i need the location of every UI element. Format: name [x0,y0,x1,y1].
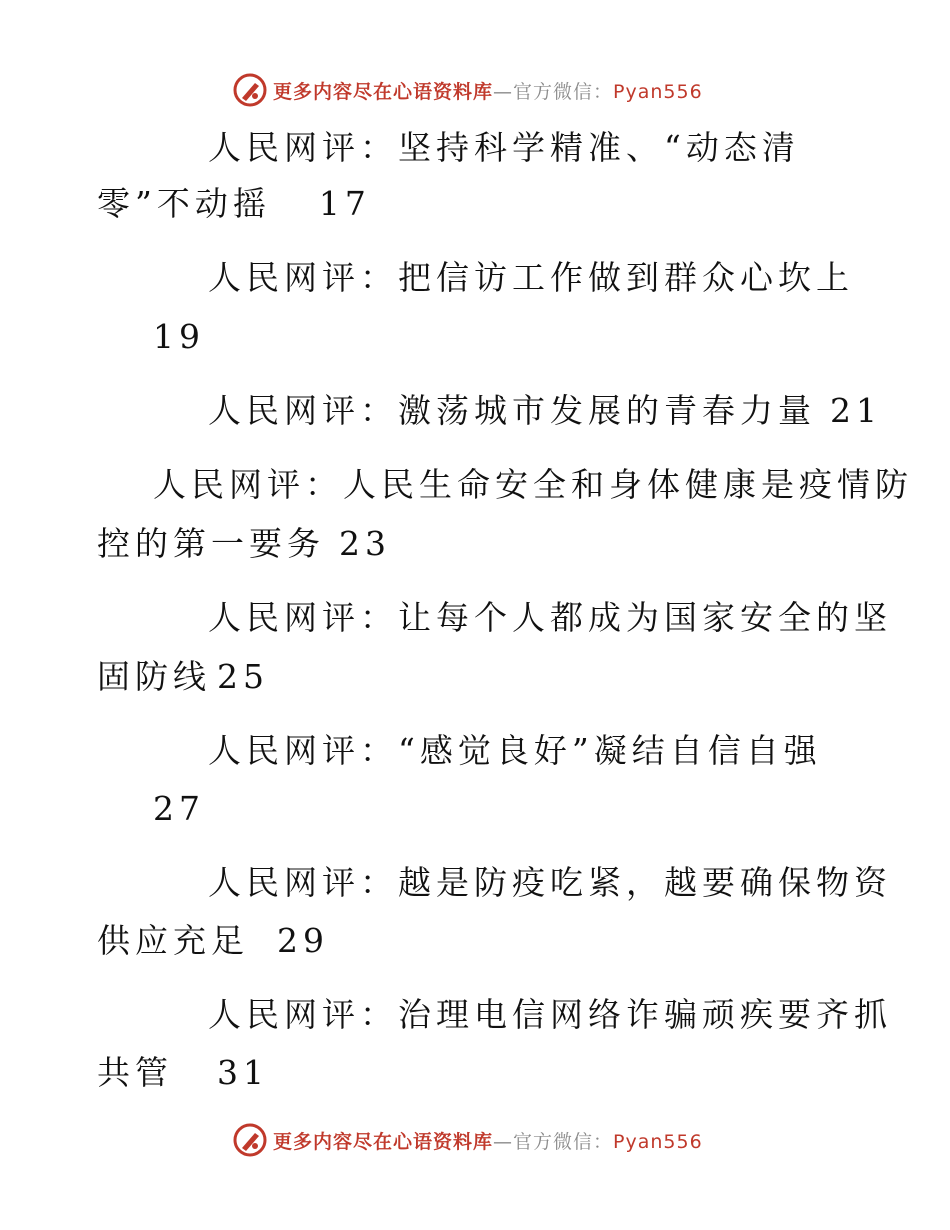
toc-entry-4-line2: 控的第一要务 23 [97,524,391,563]
toc-entry-6-line1: 人民网评：“感觉良好”凝结自信自强 [208,731,822,770]
toc-entry-2-line1: 人民网评：把信访工作做到群众心坎上 [208,258,854,297]
toc-entry-7-line2: 供应充足 29 [97,921,329,960]
toc-entry-5-line2: 固防线 25 [97,657,269,696]
toc-entry-3: 人民网评：激荡城市发展的青春力量 21 [208,391,882,430]
toc-entry-1-line1: 人民网评：坚持科学精准、“动态清 [208,128,800,167]
toc-entry-1-page: 17 [318,184,371,223]
toc-entry-7-line1: 人民网评：越是防疫吃紧，越要确保物资 [208,863,892,902]
toc-entry-2-page: 19 [153,317,205,356]
toc-entry-8-line1: 人民网评：治理电信网络诈骗顽疾要齐抓 [208,995,892,1034]
toc-entry-6-page: 27 [153,789,205,828]
pen-logo-icon [233,1123,267,1157]
toc-entry-8-page: 31 [217,1053,269,1092]
watermark-text: 更多内容尽在心语资料库—官方微信：Pyan556 [273,80,703,103]
footer-watermark [233,1120,753,1160]
pen-logo-icon [233,73,267,107]
toc-entry-7-page: 29 [277,921,329,960]
toc-entry-3-page: 21 [830,391,882,430]
toc-entry-4-line1: 人民网评：人民生命安全和身体健康是疫情防 [153,465,913,504]
watermark-text: 更多内容尽在心语资料库—官方微信：Pyan556 [273,1130,703,1153]
toc-entry-1-line2: 零”不动摇 17 [97,184,371,223]
toc-entry-5-line1: 人民网评：让每个人都成为国家安全的坚 [208,598,892,637]
toc-entry-8-line2: 共管 31 [97,1053,269,1092]
toc-entry-5-page: 25 [217,657,269,696]
toc-entry-4-page: 23 [339,524,391,563]
header-watermark [233,70,753,110]
